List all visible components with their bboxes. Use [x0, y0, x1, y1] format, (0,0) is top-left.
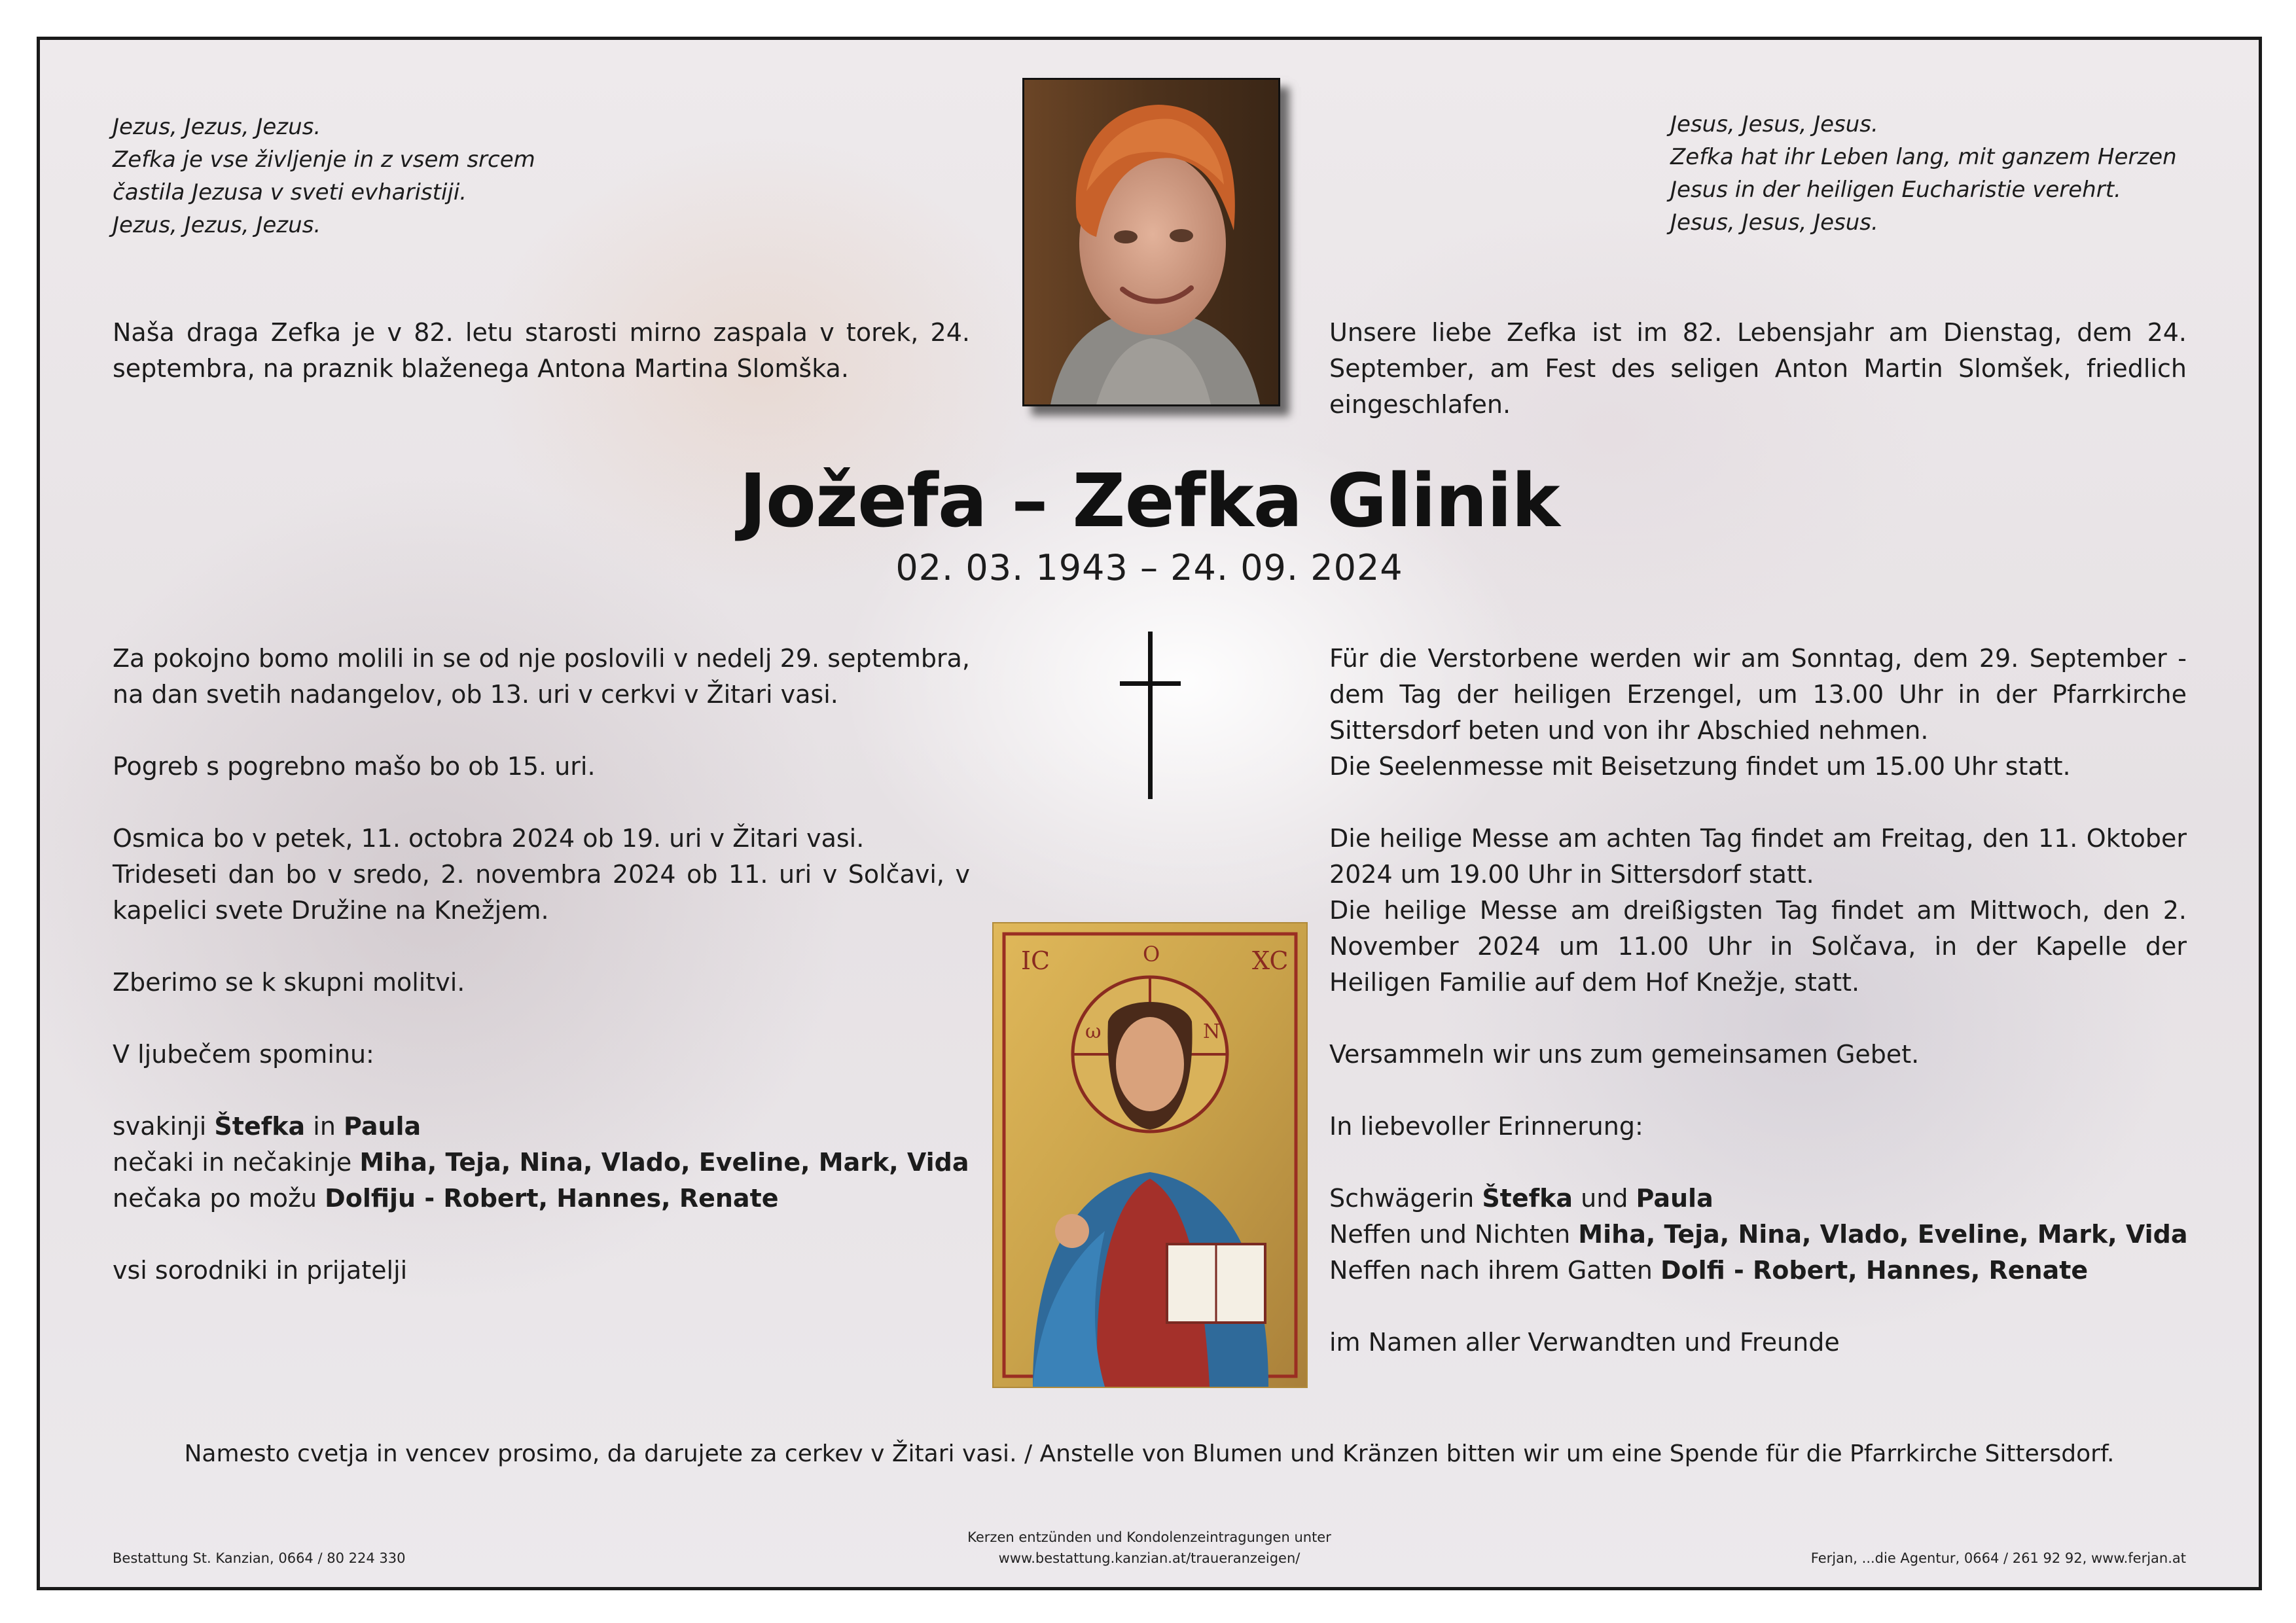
sl-eighth-day-text: Osmica bo v petek, 11. octobra 2024 ob 19. uri v Žitari vasi. — [113, 824, 865, 853]
de-relatives-1 — [1329, 1181, 2187, 1217]
footer-left: Bestattung St. Kanzian, 0664 / 80 224 330 — [113, 1550, 406, 1566]
intro-sl-text: Naša draga Zefka je v 82. letu starosti mirno zaspala v torek, 24. septembra, na praznik blaženega Antona Martina Slomška. — [113, 318, 970, 383]
intro-de-text: Unsere liebe Zefka ist im 82. Lebensjahr am Dienstag, dem 24. September, am Fest des seligen Anton Martin Slomšek, friedlich eingeschlafen. — [1329, 318, 2187, 419]
portrait-illustration — [1024, 80, 1278, 404]
sl-memory-heading: V ljubečem spominu: — [113, 1040, 374, 1069]
sl-relatives-3 — [113, 1181, 970, 1217]
verse-de-line: Jesus, Jesus, Jesus. — [1670, 209, 1878, 236]
sl-r2-names: Miha, Teja, Nina, Vlado, Eveline, Mark, Vida — [359, 1148, 969, 1177]
footer-center-line1: Kerzen entzünden und Kondolenzeintragungen unter — [967, 1529, 1331, 1545]
intro-german — [1329, 315, 2187, 423]
footer-center-line2: www.bestattung.kanzian.at/traueranzeigen/ — [998, 1550, 1300, 1566]
de-r1-name1: Štefka — [1482, 1184, 1573, 1213]
cross-bar — [1120, 681, 1181, 686]
sl-funeral-text: Pogreb s pogrebno mašo bo ob 15. uri. — [113, 752, 596, 781]
body-slovenian — [113, 641, 970, 1289]
verse-sl-line: Jezus, Jezus, Jezus. — [113, 212, 321, 238]
deceased-name: Jožefa – Zefka Glinik — [739, 459, 1560, 544]
verse-sl-line: Zefka je vse življenje in z vsem srcem — [113, 147, 535, 173]
body-german — [1329, 641, 2187, 1361]
de-r1-mid: und — [1573, 1184, 1636, 1213]
icon-halo-left: ω — [1085, 1020, 1102, 1043]
de-r3-names: Dolfi - Robert, Hannes, Renate — [1660, 1256, 2089, 1285]
donation-note: Namesto cvetja in vencev prosimo, da darujete za cerkev v Žitari vasi. / Anstelle von Blumen und Kränzen bitten wir um eine Spende für die Pfarrkirche Sittersdorf. — [184, 1440, 2115, 1467]
sl-r1-prefix: svakinji — [113, 1112, 215, 1141]
de-relatives-2 — [1329, 1217, 2187, 1253]
sl-r1-name2: Paula — [344, 1112, 422, 1141]
de-closing: im Namen aller Verwandten und Freunde — [1329, 1328, 1840, 1357]
sl-service-text: Za pokojno bomo molili in se od nje poslovili v nedelj 29. septembra, na dan svetih nadangelov, ob 13. uri v cerkvi v Žitari vasi. — [113, 644, 970, 709]
obituary-card — [37, 37, 2262, 1590]
sl-r3-prefix: nečaka po možu — [113, 1184, 325, 1213]
de-memory-heading: In liebevoller Erinnerung: — [1329, 1112, 1643, 1141]
de-r1-name2: Paula — [1636, 1184, 1713, 1213]
sl-r1-mid: in — [305, 1112, 344, 1141]
verse-german — [1670, 108, 2194, 239]
verse-sl-line: Jezus, Jezus, Jezus. — [113, 114, 321, 140]
icon-letters-right: XC — [1252, 946, 1289, 975]
de-eighth-day-text: Die heilige Messe am achten Tag findet am Freitag, den 11. Oktober 2024 um 19.00 Uhr in Sittersdorf statt. — [1329, 824, 2187, 889]
sl-closing: vsi sorodniki in prijatelji — [113, 1256, 408, 1285]
sl-r2-prefix: nečaki in nečakinje — [113, 1148, 360, 1177]
icon-letters-top: O — [1143, 942, 1160, 967]
verse-slovenian — [113, 111, 571, 241]
life-dates: 02. 03. 1943 – 24. 09. 2024 — [895, 547, 1403, 588]
de-prayer-text: Versammeln wir uns zum gemeinsamen Gebet. — [1329, 1040, 1920, 1069]
sl-r1-name1: Štefka — [214, 1112, 306, 1141]
icon-letters-left: IC — [1021, 946, 1050, 975]
de-r1-prefix: Schwägerin — [1329, 1184, 1482, 1213]
de-r2-prefix: Neffen und Nichten — [1329, 1220, 1579, 1249]
intro-slovenian — [113, 315, 970, 387]
footer-right: Ferjan, ...die Agentur, 0664 / 261 92 92, www.ferjan.at — [1810, 1550, 2186, 1566]
de-requiem-text: Die Seelenmesse mit Beisetzung findet um 15.00 Uhr statt. — [1329, 752, 2071, 781]
de-relatives-3 — [1329, 1253, 2187, 1289]
de-thirtieth-day-text: Die heilige Messe am dreißigsten Tag findet am Mittwoch, den 2. November 2024 um 11.00 Uhr in Solčava, in der Kapelle der Heiligen Familie auf dem Hof Knežje, statt. — [1329, 896, 2187, 997]
portrait-photo — [1022, 78, 1280, 406]
de-service-text: Für die Verstorbene werden wir am Sonntag, dem 29. September - dem Tag der heiligen Erzengel, um 13.00 Uhr in der Pfarrkirche Sittersdorf beten und von ihr Abschied nehmen. — [1329, 644, 2187, 745]
sl-prayer-text: Zberimo se k skupni molitvi. — [113, 968, 465, 997]
verse-de-line: Jesus, Jesus, Jesus. — [1670, 111, 1878, 137]
sl-r3-names: Dolfiju - Robert, Hannes, Renate — [325, 1184, 779, 1213]
sl-thirtieth-day-text: Trideseti dan bo v sredo, 2. novembra 2024 ob 11. uri v Solčavi, v kapelici svete Družine na Knežjem. — [113, 860, 970, 925]
sl-relatives-1 — [113, 1109, 970, 1145]
icon-halo-right: N — [1203, 1020, 1221, 1043]
cross-icon — [1148, 632, 1153, 799]
verse-sl-line: častila Jezusa v sveti evharistiji. — [113, 179, 467, 205]
verse-de-line: Jesus in der heiligen Eucharistie verehrt. — [1670, 177, 2121, 203]
christ-pantocrator-icon — [994, 923, 1306, 1387]
de-r2-names: Miha, Teja, Nina, Vlado, Eveline, Mark, Vida — [1578, 1220, 2188, 1249]
de-r3-prefix: Neffen nach ihrem Gatten — [1329, 1256, 1660, 1285]
sl-relatives-2 — [113, 1145, 970, 1181]
verse-de-line: Zefka hat ihr Leben lang, mit ganzem Herzen — [1670, 144, 2177, 170]
christ-icon-image — [992, 922, 1308, 1388]
